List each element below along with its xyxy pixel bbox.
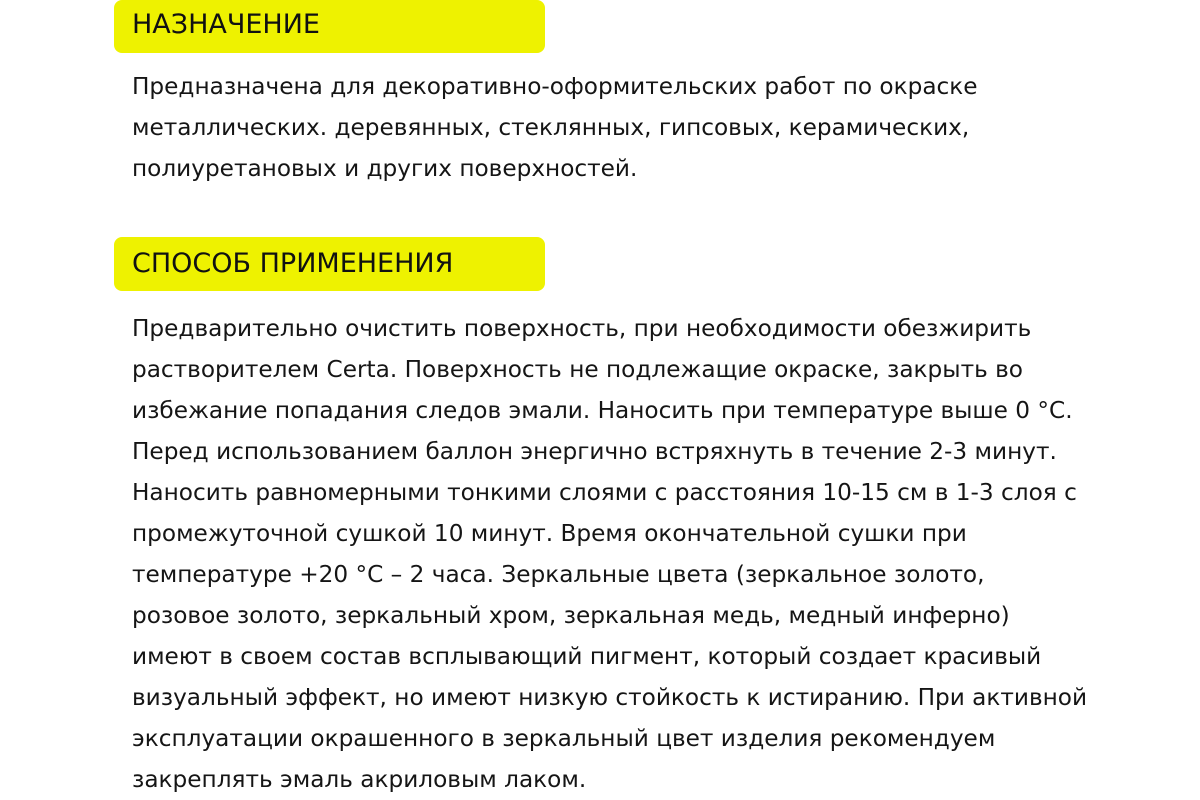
section-title-purpose: НАЗНАЧЕНИЕ <box>132 9 320 40</box>
section-title-application-method: СПОСОБ ПРИМЕНЕНИЯ <box>132 248 454 279</box>
application-line-6: промежуточной сушкой 10 минут. Время окончательной сушки при <box>132 520 967 547</box>
section-header-application-method <box>114 237 545 291</box>
application-line-1: Предварительно очистить поверхность, при необходимости обезжирить <box>132 315 1032 342</box>
application-line-5: Наносить равномерными тонкими слоями с расстояния 10-15 см в 1-3 слоя с <box>132 479 1077 506</box>
purpose-line-2: металлических. деревянных, стеклянных, гипсовых, керамических, <box>132 114 970 141</box>
purpose-line-3: полиуретановых и других поверхностей. <box>132 155 638 182</box>
application-line-3: избежание попадания следов эмали. Наносить при температуре выше 0 °C. <box>132 397 1073 424</box>
application-line-12: закреплять эмаль акриловым лаком. <box>132 766 587 793</box>
application-line-9: имеют в своем состав всплывающий пигмент, который создает красивый <box>132 643 1042 670</box>
application-line-2: растворителем Certa. Поверхность не подлежащие окраске, закрыть во <box>132 356 1023 383</box>
application-line-10: визуальный эффект, но имеют низкую стойкость к истиранию. При активной <box>132 684 1088 711</box>
section-header-purpose <box>114 0 545 53</box>
purpose-paragraph <box>132 66 1192 189</box>
application-line-8: розовое золото, зеркальный хром, зеркальная медь, медный инферно) <box>132 602 1010 629</box>
application-line-4: Перед использованием баллон энергично встряхнуть в течение 2-3 минут. <box>132 438 1057 465</box>
application-line-11: эксплуатации окрашенного в зеркальный цвет изделия рекомендуем <box>132 725 996 752</box>
purpose-line-1: Предназначена для декоративно-оформительских работ по окраске <box>132 73 978 100</box>
application-line-7: температуре +20 °C – 2 часа. Зеркальные цвета (зеркальное золото, <box>132 561 985 588</box>
application-method-paragraph <box>132 308 1192 800</box>
